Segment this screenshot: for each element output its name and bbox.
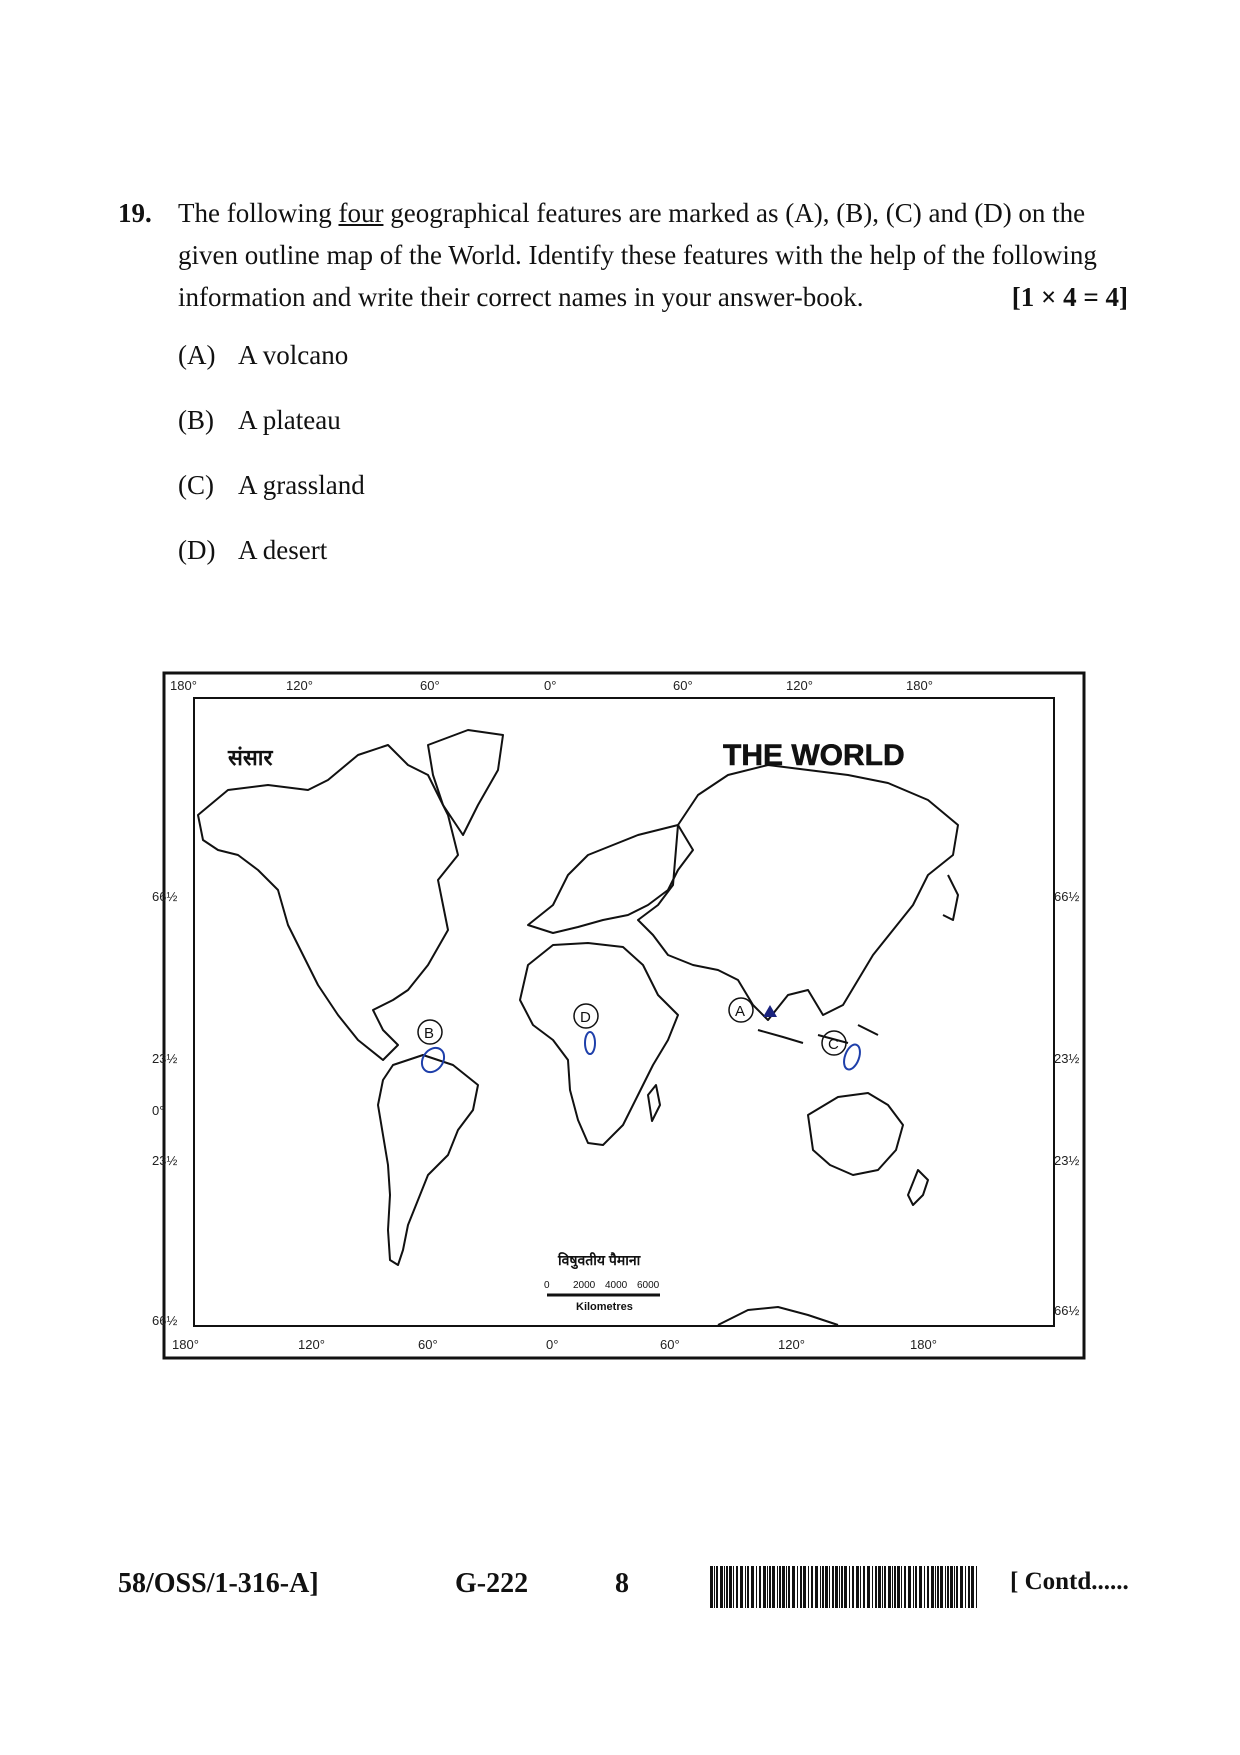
option-c: (C) A grassland — [178, 470, 365, 500]
world-outline-map — [152, 665, 1094, 1365]
bottom-lon-label: 0° — [546, 1337, 559, 1352]
question-number: 19. — [118, 198, 152, 228]
option-b: (B) A plateau — [178, 405, 341, 435]
feature-markers — [417, 998, 863, 1076]
bottom-lon-label: 120° — [298, 1337, 325, 1352]
right-lat-label: 23½ — [1054, 1153, 1080, 1168]
bottom-lon-label: 180° — [172, 1337, 199, 1352]
south-america-outline — [378, 1055, 478, 1265]
barcode-image — [710, 1566, 980, 1608]
underlined-word: four — [338, 198, 384, 228]
top-lon-label: 120° — [286, 678, 313, 693]
indonesia-outline — [758, 1025, 878, 1043]
option-d: (D) A desert — [178, 535, 328, 565]
map-inner-frame — [194, 698, 1054, 1326]
page-number: 8 — [615, 1568, 629, 1599]
plateau-shading-icon — [417, 1044, 448, 1077]
continued-label: [ Contd...... — [1010, 1568, 1129, 1595]
scale-tick: 0 — [544, 1280, 550, 1291]
right-latitude-labels — [1054, 889, 1079, 1318]
top-lon-label: 60° — [420, 678, 440, 693]
bottom-lon-label: 180° — [910, 1337, 937, 1352]
top-longitude-labels — [170, 678, 933, 693]
scale-hindi-label: विषुवतीय पैमाना — [558, 1252, 641, 1268]
bottom-lon-label: 120° — [778, 1337, 805, 1352]
scale-tick: 4000 — [605, 1280, 628, 1291]
option-a: (A) A volcano — [178, 340, 349, 370]
bottom-longitude-labels — [172, 1337, 937, 1352]
top-lon-label: 60° — [673, 678, 693, 693]
question-19 — [118, 192, 1128, 318]
desert-shading-icon — [585, 1032, 595, 1054]
asia-outline — [638, 765, 958, 1020]
paper-code: 58/OSS/1-316-A] — [118, 1568, 319, 1599]
scale-tick: 6000 — [637, 1280, 660, 1291]
marker-b-label: B — [424, 1025, 435, 1042]
marker-d-label: D — [580, 1009, 591, 1026]
japan-outline — [943, 875, 958, 920]
madagascar-outline — [648, 1085, 660, 1121]
map-hindi-title: संसार — [228, 745, 273, 770]
marker-c-label: C — [828, 1036, 839, 1053]
g-code: G-222 — [455, 1568, 529, 1599]
antarctica-outline — [718, 1307, 838, 1325]
greenland-outline — [428, 730, 503, 835]
australia-outline — [808, 1093, 903, 1175]
top-lon-label: 180° — [906, 678, 933, 693]
top-lon-label: 0° — [544, 678, 557, 693]
top-lon-label: 120° — [786, 678, 813, 693]
bottom-lon-label: 60° — [660, 1337, 680, 1352]
marks-allocation: [1 × 4 = 4] — [1011, 282, 1128, 312]
marker-a-label: A — [735, 1003, 746, 1020]
bottom-lon-label: 60° — [418, 1337, 438, 1352]
left-lat-label: 66½ — [152, 1313, 178, 1328]
top-lon-label: 180° — [170, 678, 197, 693]
map-title: THE WORLD — [723, 739, 905, 772]
north-america-outline — [198, 745, 458, 1060]
continent-outlines — [198, 730, 958, 1325]
left-lat-label: 0° — [152, 1103, 165, 1118]
new-zealand-outline — [908, 1170, 928, 1205]
right-lat-label: 66½ — [1054, 889, 1080, 904]
right-lat-label: 66½ — [1054, 1303, 1080, 1318]
left-lat-label: 23½ — [152, 1051, 178, 1066]
left-lat-label: 23½ — [152, 1153, 178, 1168]
europe-outline — [528, 825, 693, 933]
scale-tick: 2000 — [573, 1280, 596, 1291]
map-scale — [544, 1252, 660, 1313]
right-lat-label: 23½ — [1054, 1051, 1080, 1066]
grassland-shading-icon — [841, 1042, 863, 1071]
scale-unit-label: Kilometres — [576, 1301, 633, 1313]
left-lat-label: 66½ — [152, 889, 178, 904]
question-text: The following four geographical features are marked as (A), (B), (C) and (D) on the given outline map of the World. Identify these features with the help of the following information and write their correct names in your answer-book. [1 × 4 = 4] — [178, 192, 1128, 318]
options-list — [178, 340, 365, 600]
